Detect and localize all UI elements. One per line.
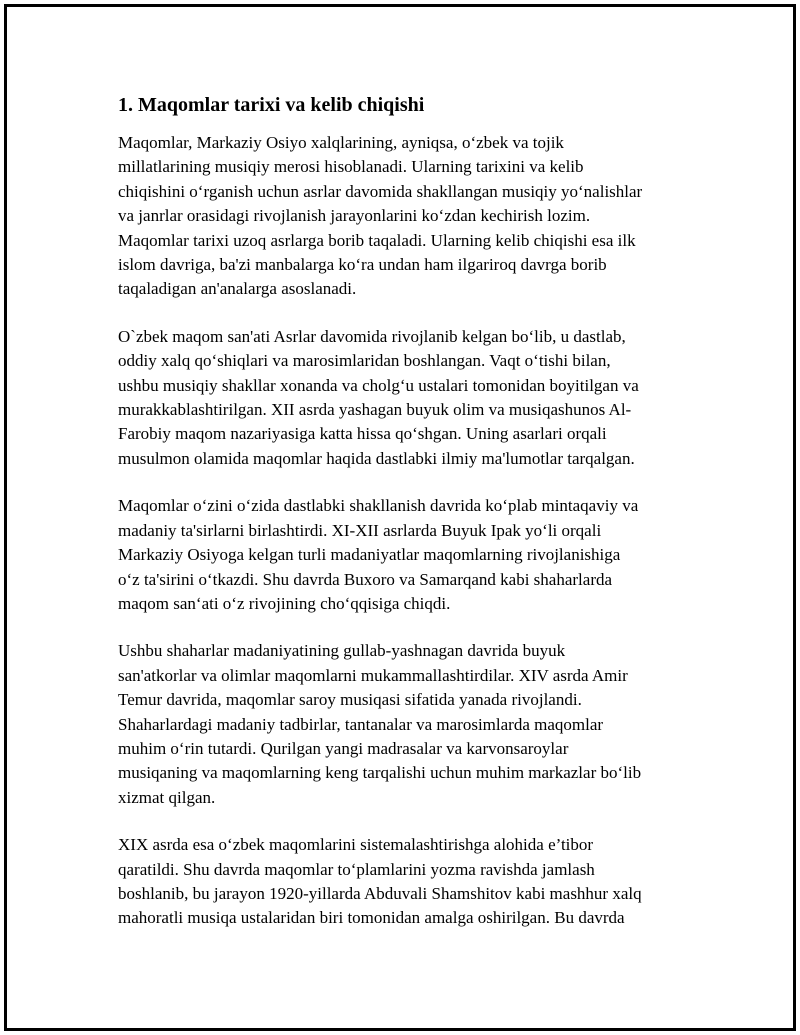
text-line: Maqomlar, Markaziy Osiyo xalqlarining, ayniqsa, o‘zbek va tojik bbox=[118, 133, 564, 152]
text-line: XIX asrda esa o‘zbek maqomlarini sistemalashtirishga alohida e’tibor bbox=[118, 835, 594, 855]
text-line: musulmon olamida maqomlar haqida dastlabki ilmiy ma'lumotlar tarqalgan. bbox=[118, 448, 635, 468]
text-line: murakkablashtirilgan. XII asrda yashagan buyuk olim va musiqashunos Al- bbox=[118, 400, 632, 420]
document-body bbox=[118, 92, 686, 954]
text-line: Farobiy maqom nazariyasiga katta hissa qo‘shgan. Uning asarlari orqali bbox=[118, 424, 607, 444]
text-line: Ushbu shaharlar madaniyatining gullab-yashnagan davrida buyuk bbox=[118, 641, 566, 661]
text-line: maqom san‘ati o‘z rivojining cho‘qqisiga chiqdi. bbox=[118, 593, 451, 613]
text-line: Shaharlardagi madaniy tadbirlar, tantanalar va marosimlarda maqomlar bbox=[118, 714, 604, 734]
text-line: Markaziy Osiyoga kelgan turli madaniyatlar maqomlarning rivojlanishiga bbox=[118, 545, 621, 565]
paragraph bbox=[118, 639, 686, 810]
text-line: mahoratli musiqa ustalaridan biri tomonidan amalga oshirilgan. Bu davrda bbox=[118, 908, 625, 928]
text-line: chiqishini o‘rganish uchun asrlar davomida shakllangan musiqiy yo‘nalishlar bbox=[118, 181, 643, 201]
text-line: Maqomlar o‘zini o‘zida dastlabki shakllanish davrida ko‘plab mintaqaviy va bbox=[118, 496, 639, 516]
paragraph bbox=[118, 325, 686, 471]
text-line: O`zbek maqom san'ati Asrlar davomida rivojlanib kelgan bo‘lib, u dastlab, bbox=[118, 326, 626, 346]
text-line: xizmat qilgan. bbox=[118, 787, 216, 807]
text-line: musiqaning va maqomlarning keng tarqalishi uchun muhim markazlar bo‘lib bbox=[118, 763, 642, 783]
text-line: san'atkorlar va olimlar maqomlarni mukammallashtirdilar. XIV asrda Amir bbox=[118, 665, 628, 685]
text-line: va janrlar orasidagi rivojlanish jarayonlarini ko‘zdan kechirish lozim. bbox=[118, 206, 591, 226]
text-line: islom davriga, ba'zi manbalarga ko‘ra undan ham ilgariroq davrga borib bbox=[118, 255, 607, 275]
text-line: Maqomlar tarixi uzoq asrlarga borib taqaladi. Ularning kelib chiqishi esa ilk bbox=[118, 230, 636, 250]
text-line: muhim o‘rin tutardi. Qurilgan yangi madrasalar va karvonsaroylar bbox=[118, 738, 569, 758]
text-line: madaniy ta'sirlarni birlashtirdi. XI-XII asrlarda Buyuk Ipak yo‘li orqali bbox=[118, 520, 602, 540]
text-line: o‘z ta'sirini o‘tkazdi. Shu davrda Buxoro va Samarqand kabi shaharlarda bbox=[118, 569, 613, 589]
paragraph bbox=[118, 833, 686, 931]
text-line: oddiy xalq qo‘shiqlari va marosimlaridan boshlangan. Vaqt o‘tishi bilan, bbox=[118, 351, 611, 371]
text-line: qaratildi. Shu davrda maqomlar to‘plamlarini yozma ravishda jamlash bbox=[118, 859, 595, 879]
paragraph bbox=[118, 494, 686, 616]
text-line: taqaladigan an'analarga asoslanadi. bbox=[118, 279, 357, 299]
text-line: ushbu musiqiy shakllar xonanda va cholg‘u ustalari tomonidan boyitilgan va bbox=[118, 375, 639, 395]
text-line: millatlarining musiqiy merosi hisoblanadi. Ularning tarixini va kelib bbox=[118, 157, 584, 177]
paragraph-list bbox=[118, 131, 686, 931]
text-line: boshlanib, bu jarayon 1920-yillarda Abduvali Shamshitov kabi mashhur xalq bbox=[118, 883, 642, 903]
text-line: Temur davrida, maqomlar saroy musiqasi sifatida yanada rivojlandi. bbox=[118, 690, 582, 710]
paragraph bbox=[118, 131, 686, 302]
section-heading: 1. Maqomlar tarixi va kelib chiqishi bbox=[118, 94, 425, 116]
